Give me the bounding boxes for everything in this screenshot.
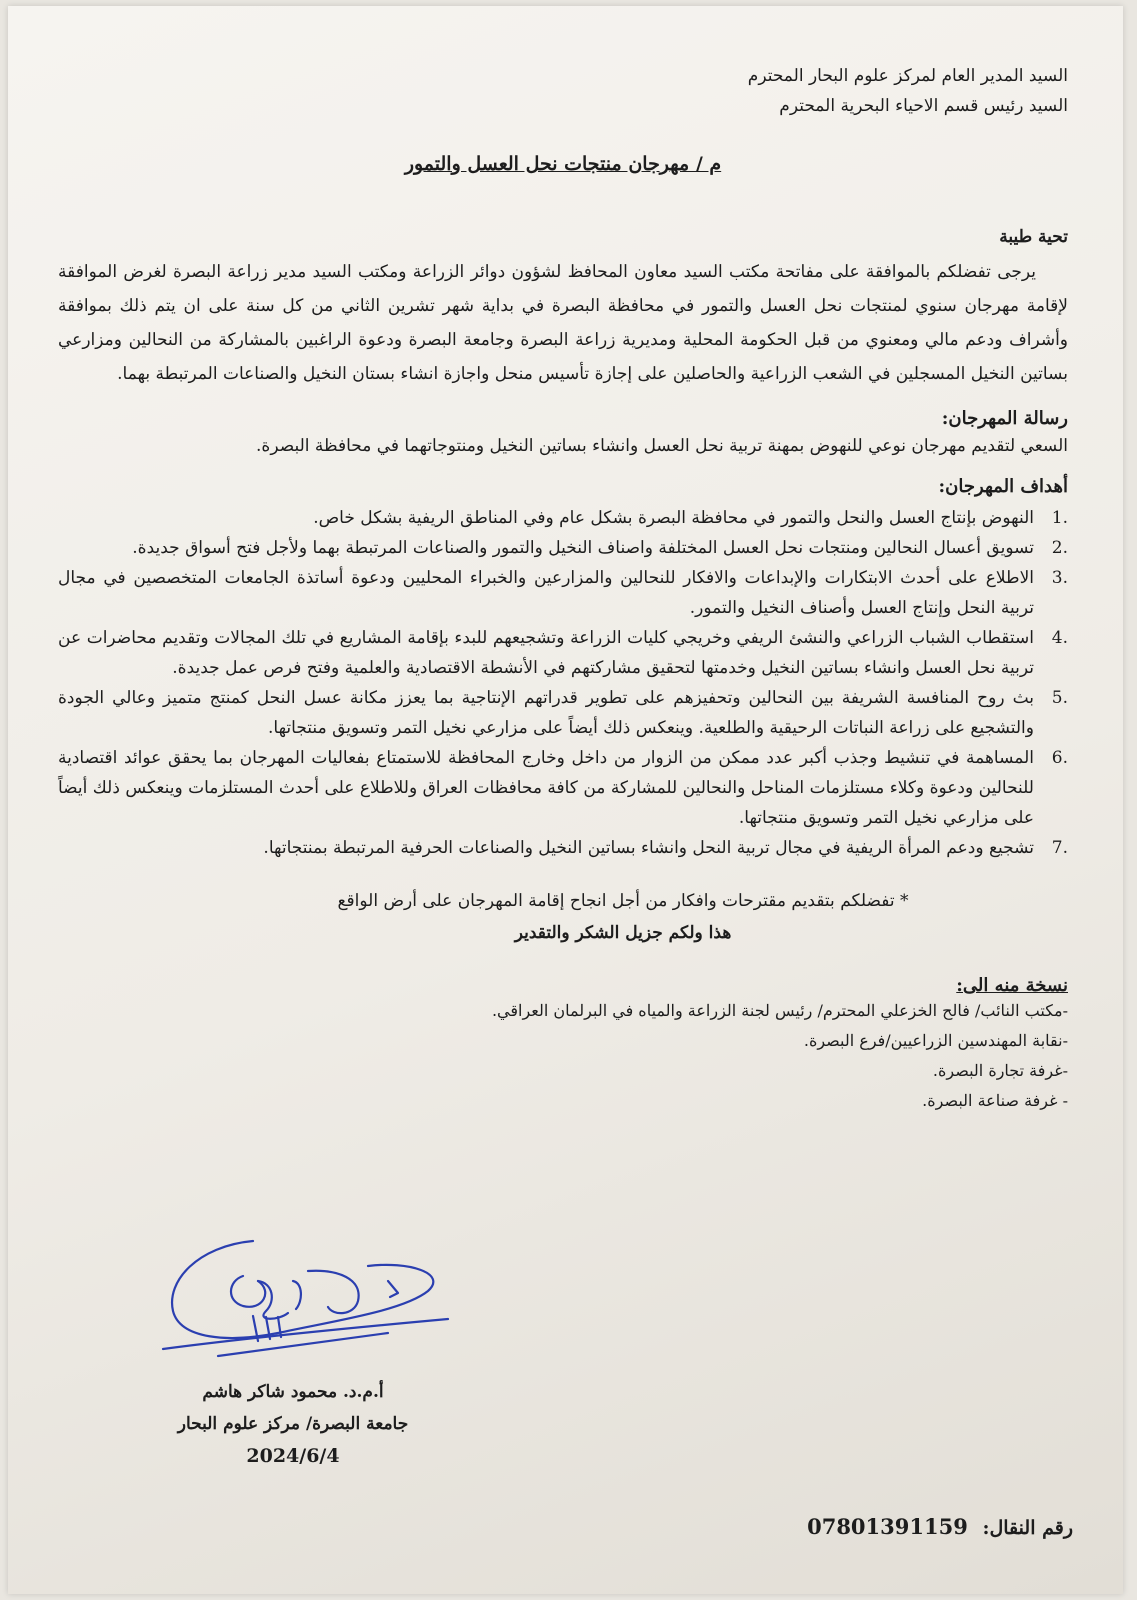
addressee-line: السيد المدير العام لمركز علوم البحار المحترم [747,66,1068,86]
goal-item [58,683,1068,743]
letter-page [8,6,1123,1594]
copies-block [58,975,1068,1116]
mobile-label: رقم النقال: [982,1517,1073,1539]
mobile-number: 07801391159 [807,1514,968,1539]
letter-subject: م / مهرجان منتجات نحل العسل والتمور [404,153,722,175]
goal-item [58,563,1068,623]
goal-text: تسويق أعسال النحالين ومنتجات نحل العسل المختلفة واصناف النخيل والتمور والصناعات المرتبطة بهما ولأجل فتح أسواق جديدة. [132,538,1034,558]
copies-heading: نسخة منه الى: [956,975,1068,996]
copy-recipient: -غرفة تجارة البصرة. [932,1061,1068,1080]
greeting: تحية طيبة [999,227,1068,247]
mobile-number-line [807,1514,1073,1539]
goals-heading: أهداف المهرجان: [938,476,1068,497]
goal-text: النهوض بإنتاج العسل والنحل والتمور في محافظة البصرة بشكل عام وفي المناطق الريفية بشكل خاص. [313,508,1034,528]
copy-recipient: -نقابة المهندسين الزراعيين/فرع البصرة. [803,1031,1068,1050]
goal-number: .3 [1051,568,1068,588]
addressee-line: السيد رئيس قسم الاحياء البحرية المحترم [779,96,1068,116]
copy-recipient: -مكتب النائب/ فالح الخزعلي المحترم/ رئيس لجنة الزراعة والمياه في البرلمان العراقي. [491,1001,1068,1020]
handwritten-signature [158,1221,458,1381]
goal-item [58,623,1068,683]
goal-item [58,743,1068,833]
addressee-block [58,61,1068,121]
closing-thanks: هذا ولكم جزيل الشكر والتقدير [514,923,732,943]
signature-block [128,1376,458,1472]
goal-text: الاطلاع على أحدث الابتكارات والإبداعات والافكار للنحالين والمزارعين والخبراء المحليين ودعوة أساتذة الجامعات المتخصصين في مجال تربية النحل وإنتاج العسل وأصناف النخيل والتمور. [58,568,1034,618]
signatory-affiliation: جامعة البصرة/ مركز علوم البحار [177,1414,409,1434]
goal-number: .2 [1051,538,1068,558]
goal-text: بث روح المنافسة الشريفة بين النحالين وتحفيزهم على تطوير قدراتهم الإنتاجية بما يعزز مكانة عسل النحل كمنتج متميز وعالي الجودة والتشجيع على زراعة النباتات الرحيقية والطلعية. وينعكس ذلك أيضاً على مزارعي نخيل التمر وتسويق منتجاتها. [58,688,1034,738]
letter-body [58,61,1068,1116]
goal-number: .7 [1051,838,1068,858]
goals-list [58,503,1068,863]
goal-number: .1 [1051,508,1068,528]
closing-request: * تفضلكم بتقديم مقترحات وافكار من أجل انجاح إقامة المهرجان على أرض الواقع [337,891,909,911]
goal-text: استقطاب الشباب الزراعي والنشئ الريفي وخريجي كليات الزراعة وتشجيعهم للبدء بإقامة المشاريع في تلك المجالات وتقديم محاضرات عن تربية نحل العسل وانشاء بساتين النخيل وخدمتها لتحقيق مشاركتهم في الأنشطة الاقتصادية والعلمية وفتح فرص عمل جديدة. [58,628,1034,678]
goal-item [58,533,1068,563]
closing-block [58,885,1068,949]
goal-item [58,503,1068,533]
goal-number: .4 [1051,628,1068,648]
signatory-name: أ.م.د. محمود شاكر هاشم [202,1382,384,1402]
goal-text: تشجيع ودعم المرأة الريفية في مجال تربية النحل وانشاء بساتين النخيل والصناعات الحرفية المرتبطة بمنتجاتها. [263,838,1034,858]
letter-date: 2024/6/4 [246,1445,340,1467]
mission-heading: رسالة المهرجان: [941,408,1068,429]
goal-number: .6 [1051,748,1068,768]
goal-item [58,833,1068,863]
goal-number: .5 [1051,688,1068,708]
mission-text: السعي لتقديم مهرجان نوعي للنهوض بمهنة تربية نحل العسل وانشاء بساتين النخيل ومنتوجاتهما في محافظة البصرة. [256,436,1068,456]
copy-recipient: - غرفة صناعة البصرة. [922,1091,1068,1110]
goal-text: المساهمة في تنشيط وجذب أكبر عدد ممكن من الزوار من داخل وخارج المحافظة للاستمتاع بفعاليات المهرجان بما يحقق عوائد اقتصادية للنحالين ودعوة وكلاء مستلزمات المناحل والنحالين للمشاركة من كافة محافظات العراق وللاطلاع على أحدث المستلزمات وينعكس ذلك أيضاً على مزارعي نخيل التمر وتسويق منتجاتها. [58,748,1034,828]
intro-paragraph: يرجى تفضلكم بالموافقة على مفاتحة مكتب السيد معاون المحافظ لشؤون دوائر الزراعة ومكتب السيد مدير زراعة البصرة لغرض الموافقة لإقامة مهرجان سنوي لمنتجات نحل العسل والتمور في محافظة البصرة في بداية شهر تشرين الثاني من كل سنة على ان يتم ذلك بموافقة وأشراف ودعم مالي ومعنوي من قبل الحكومة المحلية ومديرية زراعة البصرة وجامعة البصرة ودعوة الراغبين بالمشاركة من النحالين ومزارعي بساتين النخيل المسجلين في الشعب الزراعية والحاصلين على إجازة تأسيس منحل واجازة انشاء بستان النخيل والصناعات المرتبطة بهما. [58,262,1068,384]
